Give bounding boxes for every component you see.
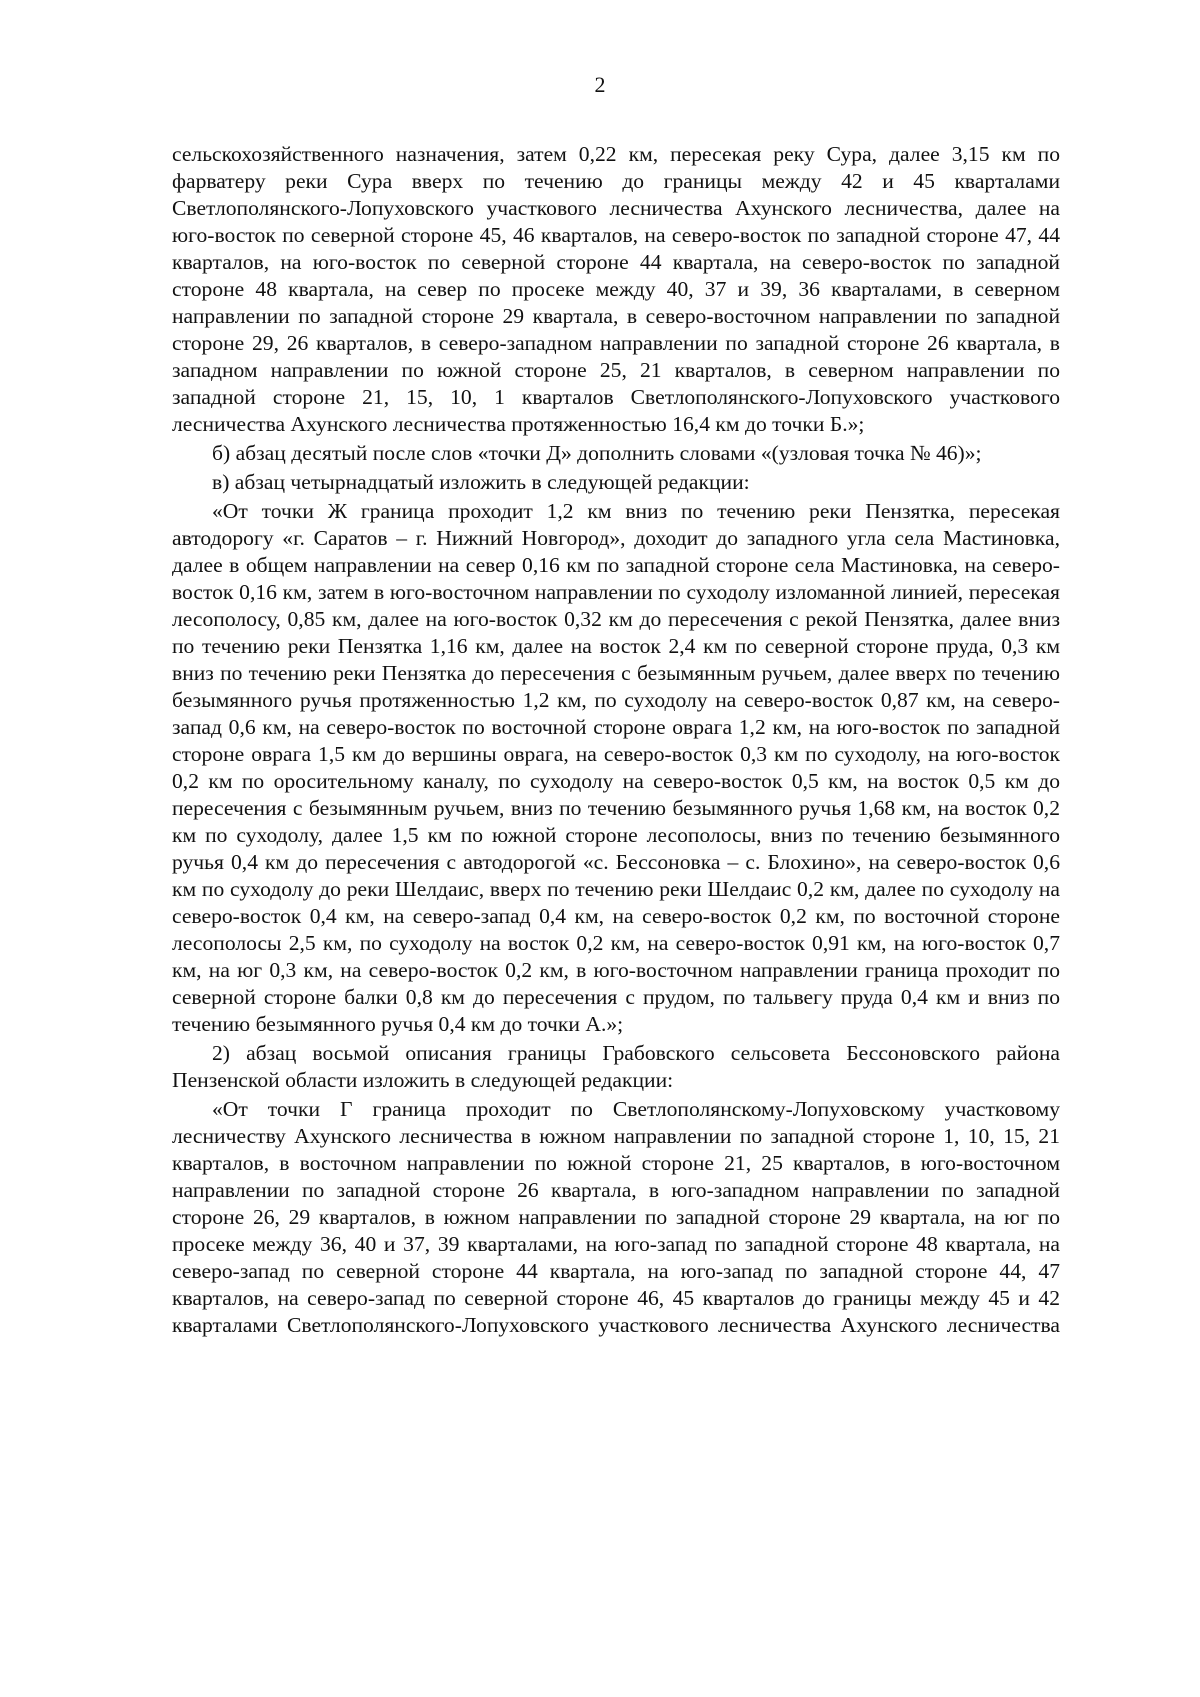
paragraph-item-v: в) абзац четырнадцатый изложить в следующей редакции: (212, 470, 750, 494)
document-body (172, 141, 1060, 1339)
paragraph-item-2: 2) абзац восьмой описания границы Грабовского сельсовета Бессоновского района Пензенской области изложить в следующей редакции: (172, 1041, 1060, 1092)
paragraph-point-zh-description: «От точки Ж граница проходит 1,2 км вниз по течению реки Пензятка, пересекая автодорогу «г. Саратов – г. Нижний Новгород», доходит до западного угла села Мастиновка, далее в общем направлении на север 0,16 км по западной стороне села Мастиновка, на северо-восток 0,16 км, затем в юго-восточном направлении по суходолу изломанной линией, пересекая лесополосу, 0,85 км, далее на юго-восток 0,32 км до пересечения с рекой Пензятка, далее вниз по течению реки Пензятка 1,16 км, далее на восток 2,4 км по северной стороне пруда, 0,3 км вниз по течению реки Пензятка до пересечения с безымянным ручьем, далее вверх по течению безымянного ручья протяженностью 1,2 км, по суходолу на северо-восток 0,87 км, на северо-запад 0,6 км, на северо-восток по восточной стороне оврага 1,2 км, на юго-восток по западной стороне оврага 1,5 км до вершины оврага, на северо-восток 0,3 км по суходолу, на юго-восток 0,2 км по оросительному каналу, по суходолу на северо-восток 0,5 км, на восток 0,5 км до пересечения с безымянным ручьем, вниз по течению безымянного ручья 1,68 км, на восток 0,2 км по суходолу, далее 1,5 км по южной стороне лесополосы, вниз по течению безымянного ручья 0,4 км до пересечения с автодорогой «с. Бессоновка – с. Блохино», на северо-восток 0,6 км по суходолу до реки Шелдаис, вверх по течению реки Шелдаис 0,2 км, далее по суходолу на северо-восток 0,4 км, на северо-запад 0,4 км, на северо-восток 0,2 км, по восточной стороне лесополосы 2,5 км, по суходолу на восток 0,2 км, на северо-восток 0,91 км, на юго-восток 0,7 км, на юг 0,3 км, на северо-восток 0,2 км, в юго-восточном направлении граница проходит по северной стороне балки 0,8 км до пересечения с прудом, по тальвегу пруда 0,4 км и вниз по течению безымянного ручья 0,4 км до точки А.»; (172, 499, 1060, 1036)
paragraph-item-b: б) абзац десятый после слов «точки Д» дополнить словами «(узловая точка № 46)»; (212, 441, 982, 465)
paragraph-boundary-continuation: сельскохозяйственного назначения, затем 0,22 км, пересекая реку Сура, далее 3,15 км по фарватеру реки Сура вверх по течению до границы между 42 и 45 кварталами Светлополянского-Лопуховского участкового лесничества Ахунского лесничества, далее на юго-восток по северной стороне 45, 46 кварталов, на северо-восток по западной стороне 47, 44 кварталов, на юго-восток по северной стороне 44 квартала, на северо-восток по западной стороне 48 квартала, на север по просеке между 40, 37 и 39, 36 кварталами, в северном направлении по западной стороне 29 квартала, в северо-восточном направлении по западной стороне 29, 26 кварталов, в северо-западном направлении по западной стороне 26 квартала, в западном направлении по южной стороне 25, 21 кварталов, в северном направлении по западной стороне 21, 15, 10, 1 кварталов Светлополянского-Лопуховского участкового лесничества Ахунского лесничества протяженностью 16,4 км до точки Б.»; (172, 142, 1060, 436)
page-number: 2 (594, 72, 606, 97)
paragraph-point-g-description: «От точки Г граница проходит по Светлополянскому-Лопуховскому участковому лесничеству Ахунского лесничества в южном направлении по западной стороне 1, 10, 15, 21 кварталов, в восточном направлении по южной стороне 21, 25 кварталов, в юго-восточном направлении по западной стороне 26 квартала, в юго-западном направлении по западной стороне 26, 29 кварталов, в южном направлении по западной стороне 29 квартала, на юг по просеке между 36, 40 и 37, 39 кварталами, на юго-запад по западной стороне 48 квартала, на северо-запад по северной стороне 44 квартала, на юго-запад по западной стороне 44, 47 кварталов, на северо-запад по северной стороне 46, 45 кварталов до границы между 45 и 42 кварталами Светлополянского-Лопуховского участкового лесничества Ахунского лесничества (172, 1097, 1060, 1337)
